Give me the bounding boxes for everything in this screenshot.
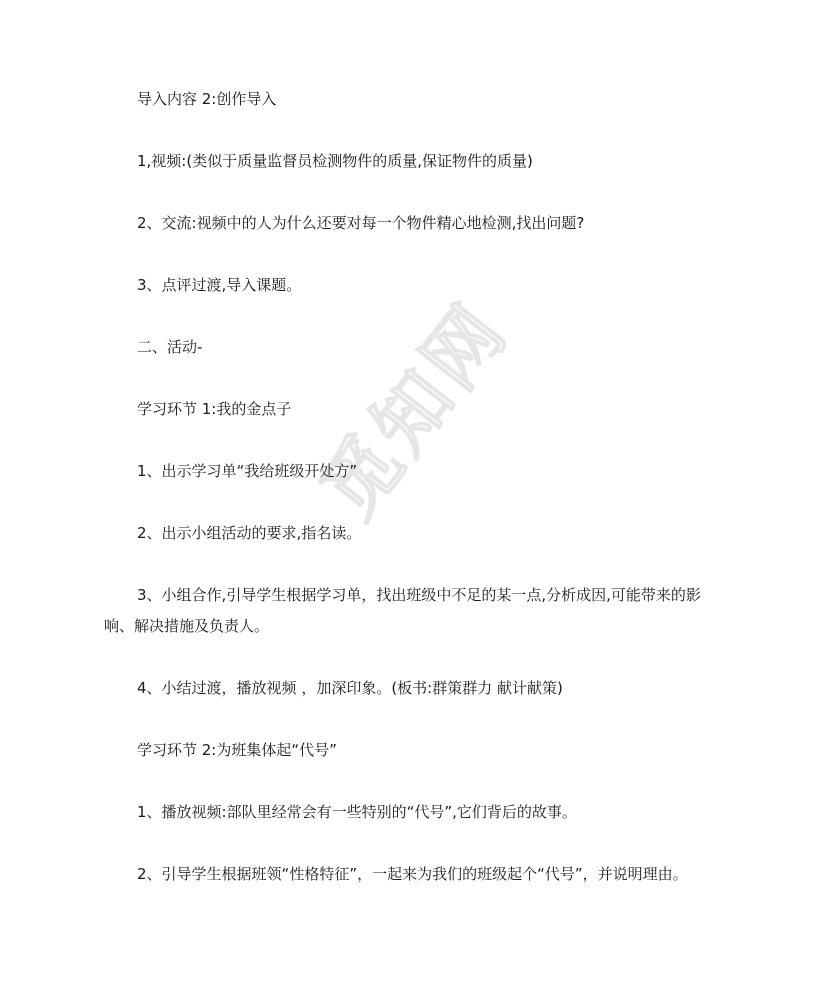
paragraph-video: 1,视频:(类似于质量监督员检测物件的质量,保证物件的质量) bbox=[137, 152, 533, 170]
paragraph-group-requirements: 2、出示小组活动的要求,指名读。 bbox=[137, 524, 362, 542]
paragraph-group-work-line2: 响、解决措施及负责人。 bbox=[104, 617, 270, 635]
paragraph-comment: 3、点评过渡,导入课题。 bbox=[137, 276, 302, 294]
section-heading-activity: 二、活动- bbox=[137, 338, 203, 356]
paragraph-study-step-2: 学习环节 2:为班集体起“代号” bbox=[137, 741, 337, 759]
paragraph-intro-2: 导入内容 2:创作导入 bbox=[137, 90, 277, 108]
paragraph-play-video: 1、播放视频:部队里经常会有一些特别的“代号”,它们背后的故事。 bbox=[137, 803, 577, 821]
paragraph-class-codename: 2、引导学生根据班领“性格特征”，一起来为我们的班级起个“代号”，并说明理由。 bbox=[137, 865, 688, 883]
paragraph-study-step-1: 学习环节 1:我的金点子 bbox=[137, 400, 292, 418]
paragraph-discussion: 2、交流:视频中的人为什么还要对每一个物件精心地检测,找出问题? bbox=[137, 214, 585, 232]
watermark: 觅知网 bbox=[303, 285, 526, 535]
paragraph-worksheet: 1、出示学习单“我给班级开处方” bbox=[137, 462, 358, 480]
paragraph-summary: 4、小结过渡，播放视频 ，加深印象。(板书:群策群力 献计献策) bbox=[137, 679, 563, 697]
paragraph-group-work-line1: 3、小组合作,引导学生根据学习单，找出班级中不足的某一点,分析成因,可能带来的影 bbox=[137, 586, 701, 604]
